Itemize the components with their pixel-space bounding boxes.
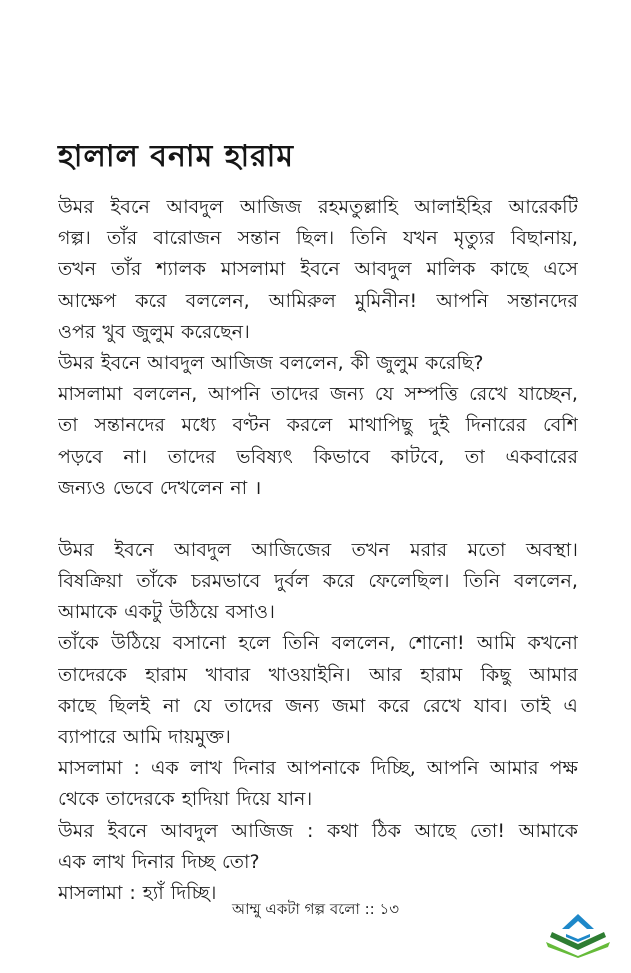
text-line: মাসলামা : হ্যাঁ দিচ্ছি।	[58, 881, 217, 904]
text-line: মাসলামা বললেন, আপনি তাদের জন্য যে সম্পত্তি রেখে যাচ্ছেন,	[58, 383, 578, 406]
text-line: গল্প। তাঁর বারোজন সন্তান ছিল। তিনি যখন মৃত্যুর বিছানায়,	[58, 227, 578, 250]
paragraph-gap	[58, 504, 578, 535]
footer-separator: ::	[364, 900, 375, 918]
text-line: এক লাখ দিনার দিচ্ছ তো?	[58, 850, 260, 873]
text-line: আক্ষেপ করে বললেন, আমিরুল মুমিনীন! আপনি সন্তানদের	[58, 289, 578, 312]
paragraph	[58, 192, 578, 504]
publisher-logo-icon	[544, 912, 612, 958]
text-line: পড়বে না। তাদের ভবিষ্যৎ কিভাবে কাটবে, তা একবারের	[58, 445, 578, 468]
text-line: কাছে ছিলই না যে তাদের জন্য জমা করে রেখে যাব। তাই এ	[58, 694, 578, 717]
text-line: আমাকে একটু উঠিয়ে বসাও।	[58, 601, 275, 624]
text-line: তখন তাঁর শ্যালক মাসলামা ইবনে আবদুল মালিক কাছে এসে	[58, 258, 578, 281]
text-line: ব্যাপারে আমি দায়মুক্ত।	[58, 726, 231, 748]
paragraph	[58, 535, 578, 909]
text-line: উমর ইবনে আবদুল আজিজ রহমতুল্লাহি আলাইহির আরেকটি	[58, 196, 578, 218]
chapter-title: হালাল বনাম হারাম	[58, 139, 295, 174]
text-line: উমর ইবনে আবদুল আজিজ বললেন, কী জুলুম করেছি?	[58, 351, 484, 374]
footer-book-title: আম্মু একটা গল্প বলো	[232, 900, 360, 918]
text-line: উমর ইবনে আবদুল আজিজের তখন মরার মতো অবস্থা।	[58, 538, 578, 561]
chapter-body	[58, 192, 578, 909]
page-footer	[0, 898, 631, 923]
text-line: ওপর খুব জুলুম করেছেন।	[58, 320, 250, 343]
text-line: থেকে তাদেরকে হাদিয়া দিয়ে যান।	[58, 788, 313, 811]
text-line: উমর ইবনে আবদুল আজিজ : কথা ঠিক আছে তো! আমাকে	[58, 819, 578, 842]
footer-page-number: ১৩	[379, 900, 399, 918]
text-line: বিষক্রিয়া তাঁকে চরমভাবে দুর্বল করে ফেলেছিল। তিনি বললেন,	[58, 570, 578, 593]
text-line: তাদেরকে হারাম খাবার খাওয়াইনি। আর হারাম কিছু আমার	[58, 663, 578, 686]
text-line: জন্যও ভেবে দেখলেন না ।	[58, 476, 262, 499]
text-line: মাসলামা : এক লাখ দিনার আপনাকে দিচ্ছি, আপনি আমার পক্ষ	[58, 757, 578, 780]
text-line: তাঁকে উঠিয়ে বসানো হলে তিনি বললেন, শোনো! আমি কখনো	[58, 632, 578, 655]
text-line: তা সন্তানদের মধ্যে বণ্টন করলে মাথাপিছু দুই দিনারের বেশি	[58, 414, 578, 437]
